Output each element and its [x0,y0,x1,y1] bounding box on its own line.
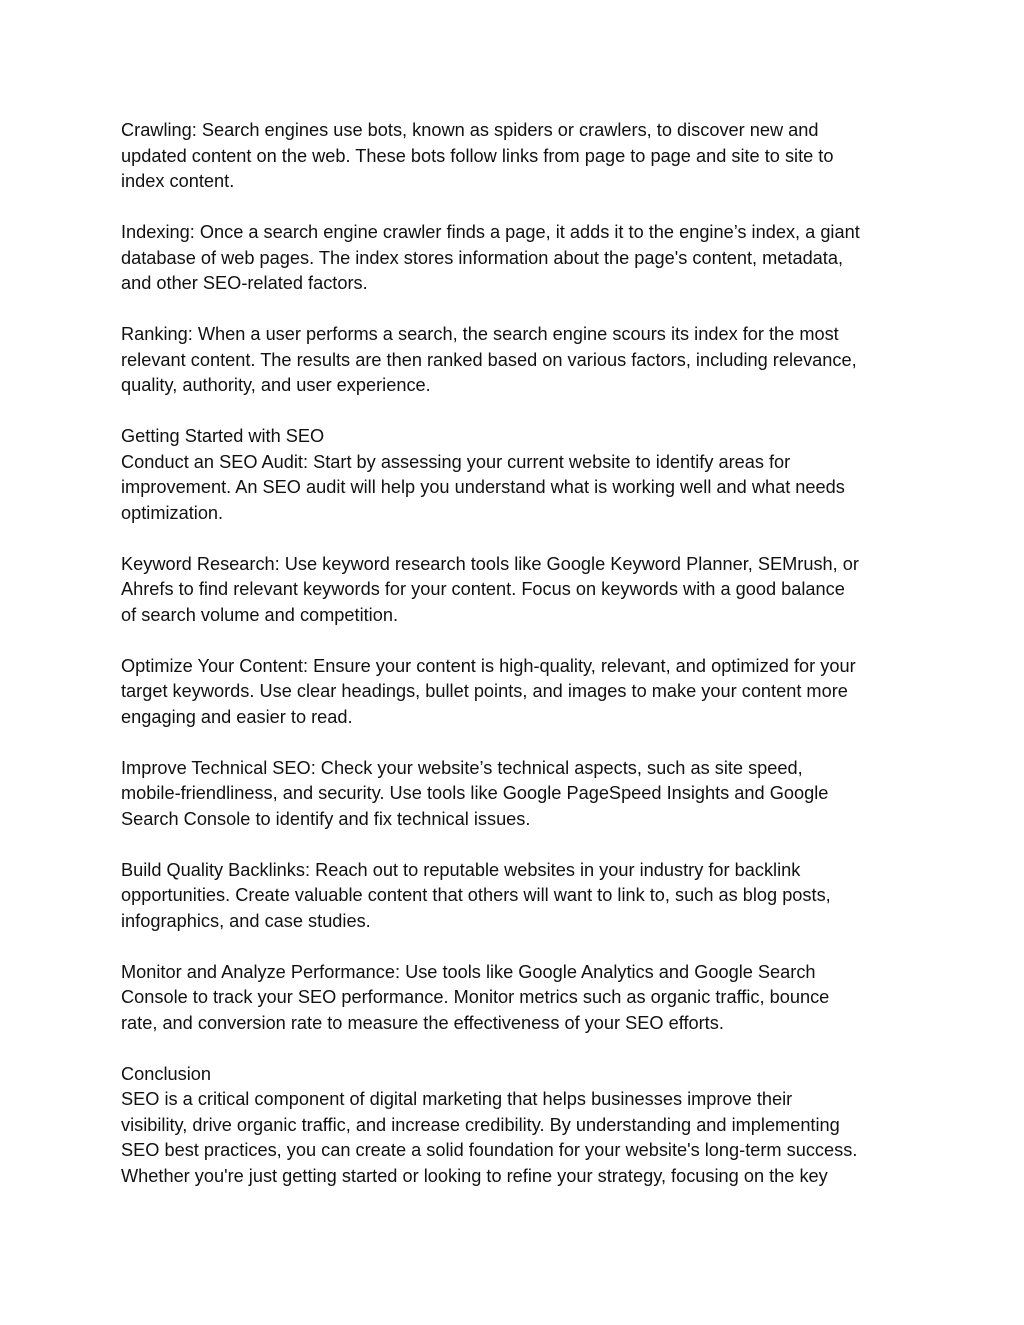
paragraph-monitor [121,960,911,1037]
text-line: SEO is a critical component of digital marketing that helps businesses improve their [121,1089,793,1109]
text-line: Ranking: When a user performs a search, the search engine scours its index for the most [121,324,839,344]
text-line: optimization. [121,502,224,523]
text-line: Search Console to identify and fix technical issues. [121,808,531,829]
text-line: improvement. An SEO audit will help you understand what is working well and what needs [121,477,845,497]
text-line: opportunities. Create valuable content that others will want to link to, such as blog posts, [121,885,831,905]
section-getting-started [121,424,911,526]
paragraph-keyword-research [121,552,911,629]
text-line: SEO best practices, you can create a solid foundation for your website's long-term success. [121,1140,858,1160]
text-line: index content. [121,171,235,191]
paragraph-crawling [121,118,911,195]
section-conclusion [121,1062,911,1190]
text-line: updated content on the web. These bots follow links from page to page and site to site to [121,145,834,166]
section-heading: Conclusion [121,1063,211,1084]
text-line: database of web pages. The index stores information about the page's content, metadata, [121,247,844,268]
text-line: of search volume and competition. [121,604,399,625]
paragraph-backlinks [121,858,911,935]
text-line: mobile-friendliness, and security. Use tools like Google PageSpeed Insights and Google [121,783,829,803]
text-line: target keywords. Use clear headings, bullet points, and images to make your content more [121,681,848,701]
text-line: infographics, and case studies. [121,910,371,931]
text-line: rate, and conversion rate to measure the effectiveness of your SEO efforts. [121,1012,724,1033]
text-line: visibility, drive organic traffic, and increase credibility. By understanding and implementing [121,1114,840,1135]
document-page [121,118,911,1215]
section-heading: Getting Started with SEO [121,426,325,446]
text-line: Crawling: Search engines use bots, known as spiders or crawlers, to discover new and [121,120,819,140]
paragraph-optimize-content [121,654,911,731]
text-line: relevant content. The results are then ranked based on various factors, including relevance, [121,349,857,370]
text-line: engaging and easier to read. [121,706,353,727]
paragraph-ranking [121,322,911,399]
text-line: Indexing: Once a search engine crawler finds a page, it adds it to the engine’s index, a giant [121,222,860,242]
text-line: Console to track your SEO performance. Monitor metrics such as organic traffic, bounce [121,987,830,1007]
paragraph-technical-seo [121,756,911,833]
text-line: Ahrefs to find relevant keywords for your content. Focus on keywords with a good balance [121,579,845,599]
text-line: Conduct an SEO Audit: Start by assessing your current website to identify areas for [121,451,791,472]
text-line: Improve Technical SEO: Check your website’s technical aspects, such as site speed, [121,757,803,778]
text-line: Keyword Research: Use keyword research tools like Google Keyword Planner, SEMrush, or [121,553,859,574]
text-line: and other SEO-related factors. [121,273,368,293]
paragraph-indexing [121,220,911,297]
text-line: Build Quality Backlinks: Reach out to reputable websites in your industry for backlink [121,859,801,880]
text-line: quality, authority, and user experience. [121,375,431,395]
text-line: Monitor and Analyze Performance: Use tools like Google Analytics and Google Search [121,961,816,982]
text-line: Optimize Your Content: Ensure your content is high-quality, relevant, and optimized for your [121,655,856,676]
text-line: Whether you're just getting started or looking to refine your strategy, focusing on the key [121,1165,828,1186]
